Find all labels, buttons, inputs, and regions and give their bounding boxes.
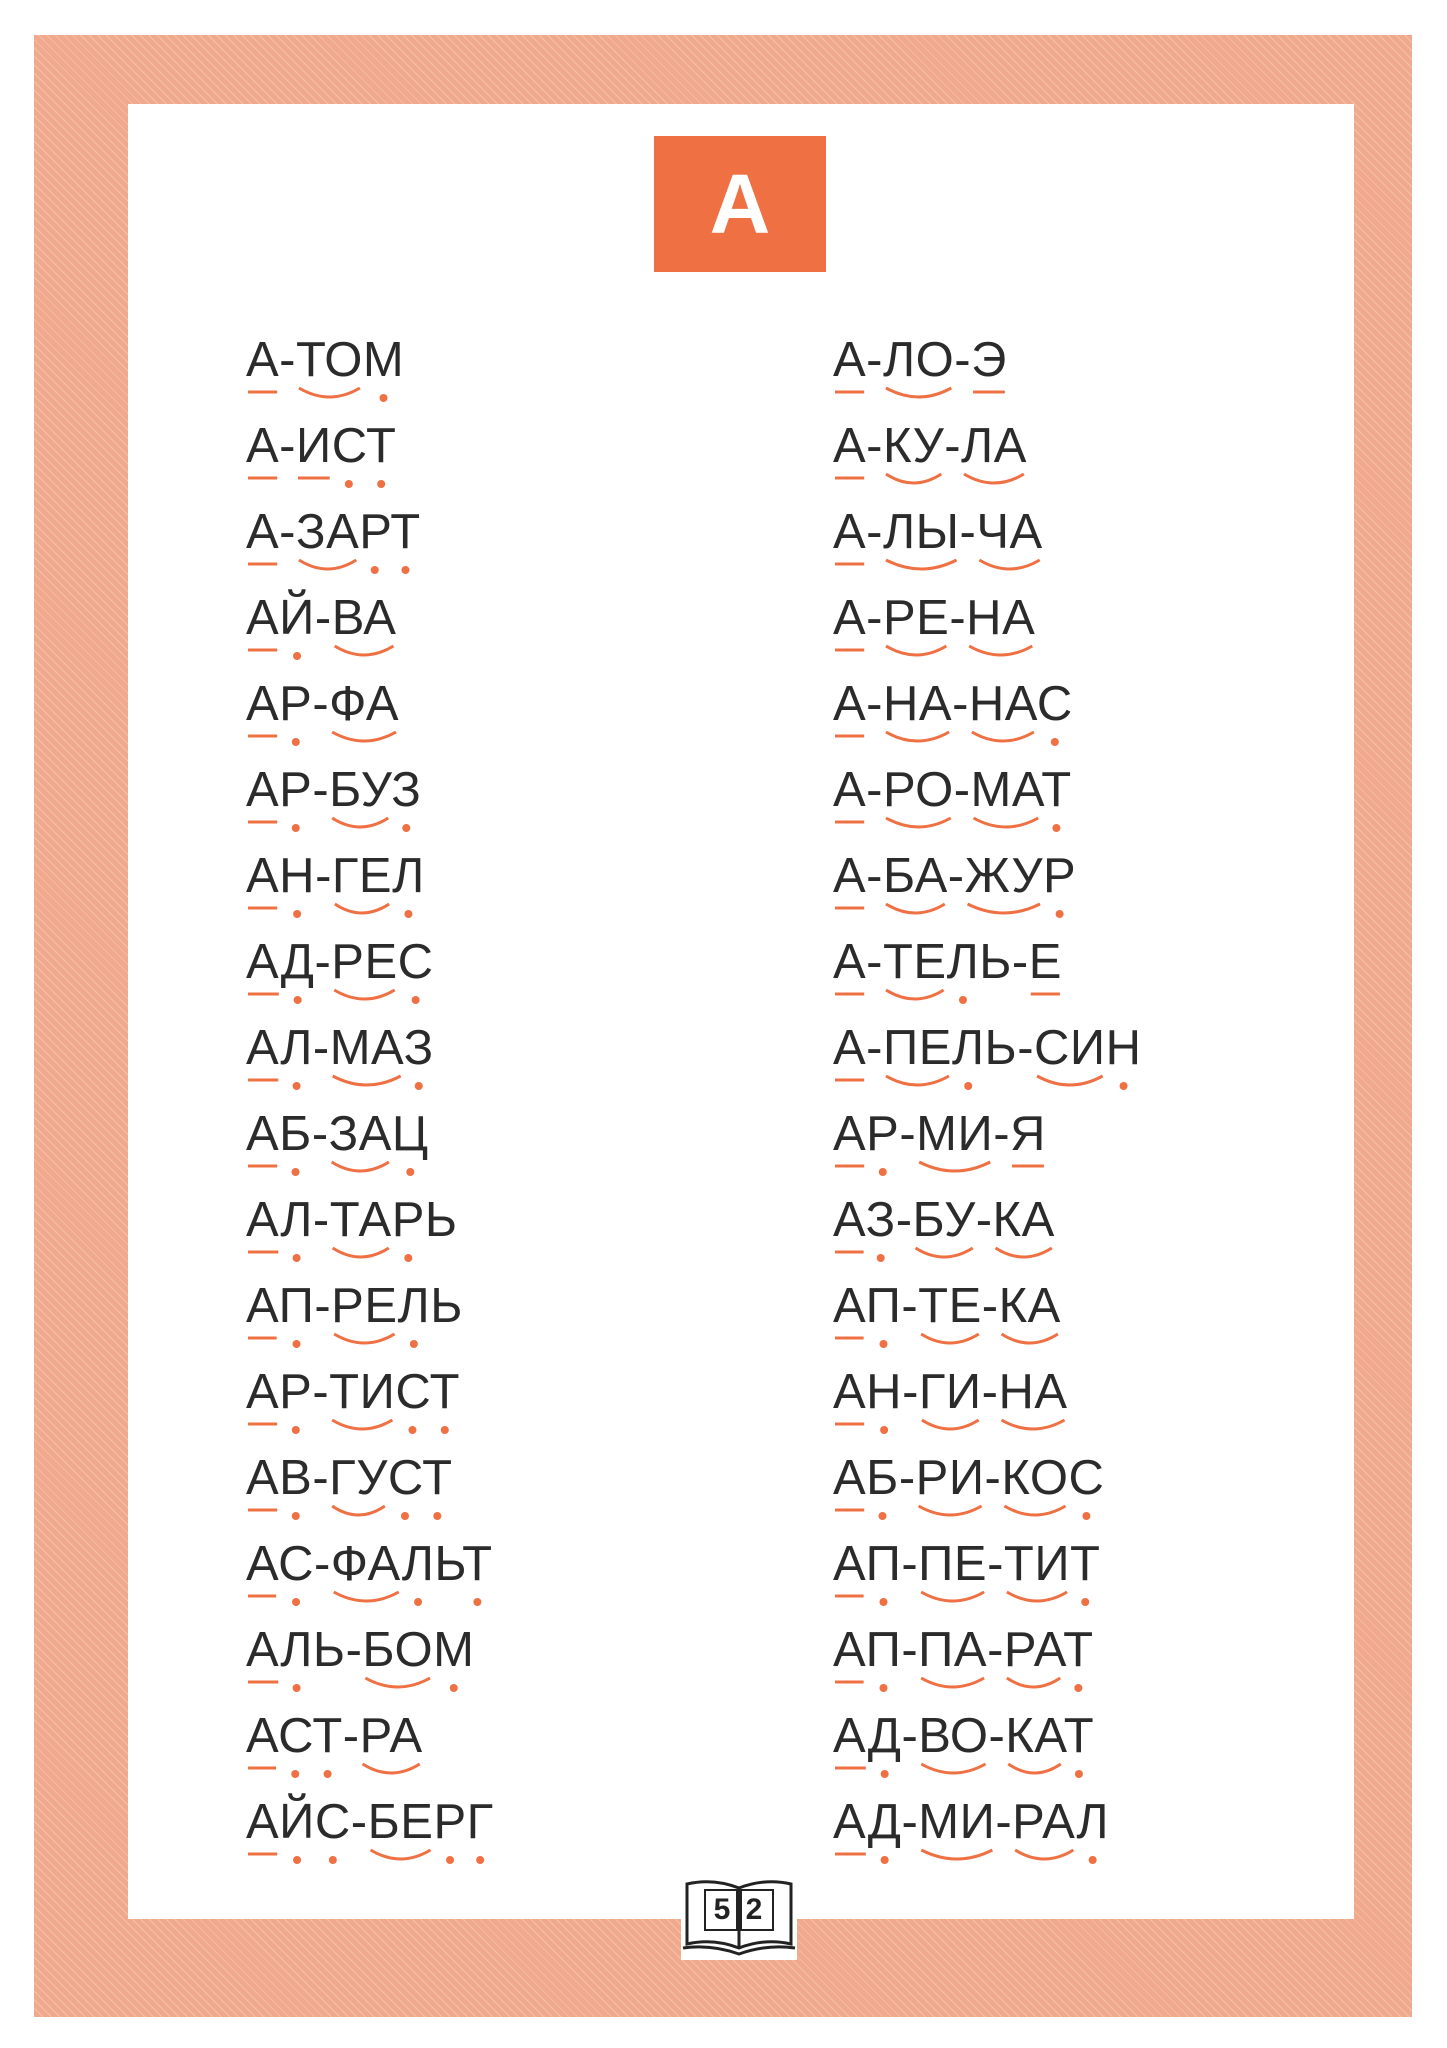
syllable-arc [363,1764,420,1773]
word-text: АД-РЕС [246,935,434,989]
word-text: АЛ-МАЗ [246,1021,434,1075]
word-item [246,1276,494,1362]
word-text: АСТ-РА [246,1709,423,1763]
syllable-arc [1004,1506,1065,1515]
word-item [246,1448,494,1534]
word-text: АЛЬ-БОМ [246,1623,475,1677]
word-text: АП-РЕЛЬ [246,1279,463,1333]
syllable-marks [246,386,606,408]
syllable-arc [916,1248,973,1257]
syllable-marks [246,1762,606,1784]
word-text: АЛ-ТАРЬ [246,1193,458,1247]
syllable-arc [333,1248,389,1257]
word-text: АД-ВО-КАТ [833,1709,1095,1763]
word-text: АБ-РИ-КОС [833,1451,1105,1505]
syllable-arc [332,1162,389,1171]
consonant-dot [292,1340,300,1348]
word-item [246,1190,494,1276]
word-item [246,330,494,416]
word-text: А-ЛО-Э [833,333,1007,387]
syllable-arc [922,1420,979,1429]
consonant-dot [293,652,301,660]
syllable-marks [246,988,606,1010]
syllable-marks [833,816,1193,838]
word-item [833,1706,1142,1792]
consonant-dot [371,566,379,574]
word-item [833,416,1142,502]
word-text: АН-ГИ-НА [833,1365,1068,1419]
word-text: А-ПЕЛЬ-СИН [833,1021,1142,1075]
consonant-dot [292,1512,300,1520]
syllable-marks [833,558,1193,580]
consonant-dot [415,1082,423,1090]
page-digit-2: 2 [745,1893,763,1926]
word-text: АР-ТИСТ [246,1365,461,1419]
syllable-arc [886,474,941,483]
word-text: А-КУ-ЛА [833,419,1027,473]
word-column-right [833,330,1142,1878]
consonant-dot [1075,1770,1083,1778]
consonant-dot [446,1856,454,1864]
syllable-marks [833,1074,1193,1096]
consonant-dot [1052,824,1060,832]
syllable-marks [833,472,1193,494]
word-text: А-НА-НАС [833,677,1073,731]
consonant-dot [293,1254,301,1262]
word-text: АП-ПА-РАТ [833,1623,1094,1677]
header-letter: А [709,157,771,251]
syllable-arc [332,818,388,827]
syllable-arc [921,1592,984,1601]
consonant-dot [877,1254,885,1262]
word-item [246,1534,494,1620]
consonant-dot [329,1856,337,1864]
syllable-arc [334,1592,399,1601]
word-text: АН-ГЕЛ [246,849,425,903]
word-item [246,1018,494,1104]
syllable-arc [974,818,1039,827]
consonant-dot [293,1684,301,1692]
consonant-dot [1074,1684,1082,1692]
word-item [246,1620,494,1706]
syllable-marks [246,644,606,666]
word-item [833,932,1142,1018]
consonant-dot [433,1512,441,1520]
syllable-marks [246,1074,606,1096]
consonant-dot [377,480,385,488]
syllable-arc [886,818,951,827]
word-text: А-РЕ-НА [833,591,1036,645]
syllable-arc [921,1850,992,1859]
consonant-dot [1120,1082,1128,1090]
word-text: А-ТОМ [246,333,405,387]
syllable-marks [246,1590,606,1612]
consonant-dot [880,1426,888,1434]
consonant-dot [406,1168,414,1176]
word-item [246,932,494,1018]
syllable-arc [1008,1764,1060,1773]
word-item [833,760,1142,846]
syllable-arc [886,560,957,569]
word-item [246,760,494,846]
syllable-arc [886,904,945,913]
syllable-marks [833,730,1193,752]
consonant-dot [292,1426,300,1434]
syllable-marks [246,1504,606,1526]
consonant-dot [408,1426,416,1434]
syllable-marks [833,386,1193,408]
syllable-arc [1001,1420,1064,1429]
word-text: АВ-ГУСТ [246,1451,453,1505]
word-item [833,1362,1142,1448]
syllable-arc [979,560,1039,569]
syllable-marks [246,1848,606,1870]
syllable-arc [1015,1850,1073,1859]
syllable-marks [833,902,1193,924]
syllable-marks [833,988,1193,1010]
consonant-dot [380,394,388,402]
syllable-marks [246,1246,606,1268]
consonant-dot [292,1168,300,1176]
consonant-dot [879,1598,887,1606]
word-text: А-ЛЫ-ЧА [833,505,1043,559]
word-text: АД-МИ-РАЛ [833,1795,1109,1849]
syllable-marks [833,1160,1193,1182]
syllable-arc [335,904,389,913]
consonant-dot [410,1340,418,1348]
consonant-dot [293,910,301,918]
word-item [833,1620,1142,1706]
syllable-marks [833,644,1193,666]
page-digit-1: 5 [713,1893,731,1926]
syllable-arc [996,1248,1052,1257]
syllable-arc [919,1162,990,1171]
word-text: АБ-ЗАЦ [246,1107,429,1161]
syllable-arc [972,732,1034,741]
syllable-arc [334,990,394,999]
syllable-arc [332,732,396,741]
syllable-marks [246,1160,606,1182]
consonant-dot [401,566,409,574]
word-text: А-ЗАРТ [246,505,421,559]
consonant-dot [293,1856,301,1864]
syllable-arc [919,1506,982,1515]
syllable-marks [833,1848,1193,1870]
consonant-dot [476,1856,484,1864]
consonant-dot [292,824,300,832]
syllable-marks [833,1590,1193,1612]
consonant-dot [1051,738,1059,746]
consonant-dot [879,1340,887,1348]
consonant-dot [402,824,410,832]
syllable-marks [246,1418,606,1440]
consonant-dot [414,1598,422,1606]
letter-header [654,136,826,272]
consonant-dot [879,1512,887,1520]
consonant-dot [294,996,302,1004]
syllable-marks [246,558,606,580]
word-column-left [246,330,494,1878]
syllable-arc [964,474,1024,483]
syllable-arc [886,990,944,999]
word-text: АР-БУЗ [246,763,422,817]
syllable-arc [1007,1678,1060,1687]
word-text: АП-ТЕ-КА [833,1279,1061,1333]
word-text: АЙС-БЕРГ [246,1795,494,1849]
word-item [833,502,1142,588]
consonant-dot [293,1082,301,1090]
word-item [833,1276,1142,1362]
consonant-dot [292,738,300,746]
consonant-dot [1089,1856,1097,1864]
consonant-dot [879,1168,887,1176]
syllable-marks [833,1762,1193,1784]
syllable-marks [833,1504,1193,1526]
consonant-dot [412,996,420,1004]
consonant-dot [345,480,353,488]
consonant-dot [441,1426,449,1434]
word-text: АЗ-БУ-КА [833,1193,1055,1247]
consonant-dot [964,1082,972,1090]
syllable-marks [833,1246,1193,1268]
consonant-dot [881,1770,889,1778]
word-text: А-ТЕЛЬ-Е [833,935,1062,989]
word-item [833,1190,1142,1276]
word-item [246,1362,494,1448]
syllable-arc [1002,1334,1058,1343]
word-item [833,1448,1142,1534]
word-item [246,1104,494,1190]
consonant-dot [1056,910,1064,918]
consonant-dot [1082,1512,1090,1520]
consonant-dot [404,910,412,918]
syllable-arc [365,1678,430,1687]
syllable-arc [921,1334,979,1343]
syllable-arc [968,904,1040,913]
syllable-arc [886,388,951,397]
syllable-marks [833,1676,1193,1698]
syllable-arc [299,388,360,397]
syllable-arc [299,560,356,569]
syllable-arc [886,732,949,741]
syllable-marks [246,1676,606,1698]
syllable-arc [335,646,394,655]
consonant-dot [401,1512,409,1520]
word-item [833,846,1142,932]
consonant-dot [404,1254,412,1262]
word-text: АР-МИ-Я [833,1107,1046,1161]
word-item [833,1018,1142,1104]
syllable-arc [921,1678,984,1687]
syllable-marks [246,730,606,752]
word-item [833,1104,1142,1190]
syllable-arc [333,1076,401,1085]
word-text: АП-ПЕ-ТИТ [833,1537,1101,1591]
syllable-marks [833,1332,1193,1354]
consonant-dot [879,1684,887,1692]
word-item [833,1792,1142,1878]
syllable-marks [246,1332,606,1354]
word-item [246,674,494,760]
consonant-dot [324,1770,332,1778]
syllable-arc [921,1764,985,1773]
word-text: А-РО-МАТ [833,763,1072,817]
syllable-arc [334,1334,394,1343]
syllable-arc [1037,1076,1103,1085]
word-text: АР-ФА [246,677,400,731]
syllable-arc [886,1076,949,1085]
syllable-arc [332,1506,385,1515]
word-item [833,674,1142,760]
consonant-dot [473,1598,481,1606]
word-item [246,846,494,932]
word-text: АЙ-ВА [246,591,397,645]
word-item [833,1534,1142,1620]
syllable-marks [246,902,606,924]
word-item [246,502,494,588]
consonant-dot [292,1598,300,1606]
word-item [833,588,1142,674]
consonant-dot [881,1856,889,1864]
page-number [681,1874,797,1960]
word-text: А-БА-ЖУР [833,849,1077,903]
consonant-dot [450,1684,458,1692]
syllable-arc [371,1850,431,1859]
syllable-arc [886,646,946,655]
word-text: АС-ФАЛЬТ [246,1537,493,1591]
syllable-marks [246,816,606,838]
word-item [246,416,494,502]
syllable-arc [969,646,1032,655]
consonant-dot [291,1770,299,1778]
syllable-arc [332,1420,392,1429]
syllable-marks [246,472,606,494]
syllable-arc [1007,1592,1067,1601]
word-item [246,588,494,674]
syllable-marks [833,1418,1193,1440]
word-item [833,330,1142,416]
word-text: А-ИСТ [246,419,397,473]
consonant-dot [1081,1598,1089,1606]
word-item [246,1792,494,1878]
consonant-dot [959,996,967,1004]
word-item [246,1706,494,1792]
